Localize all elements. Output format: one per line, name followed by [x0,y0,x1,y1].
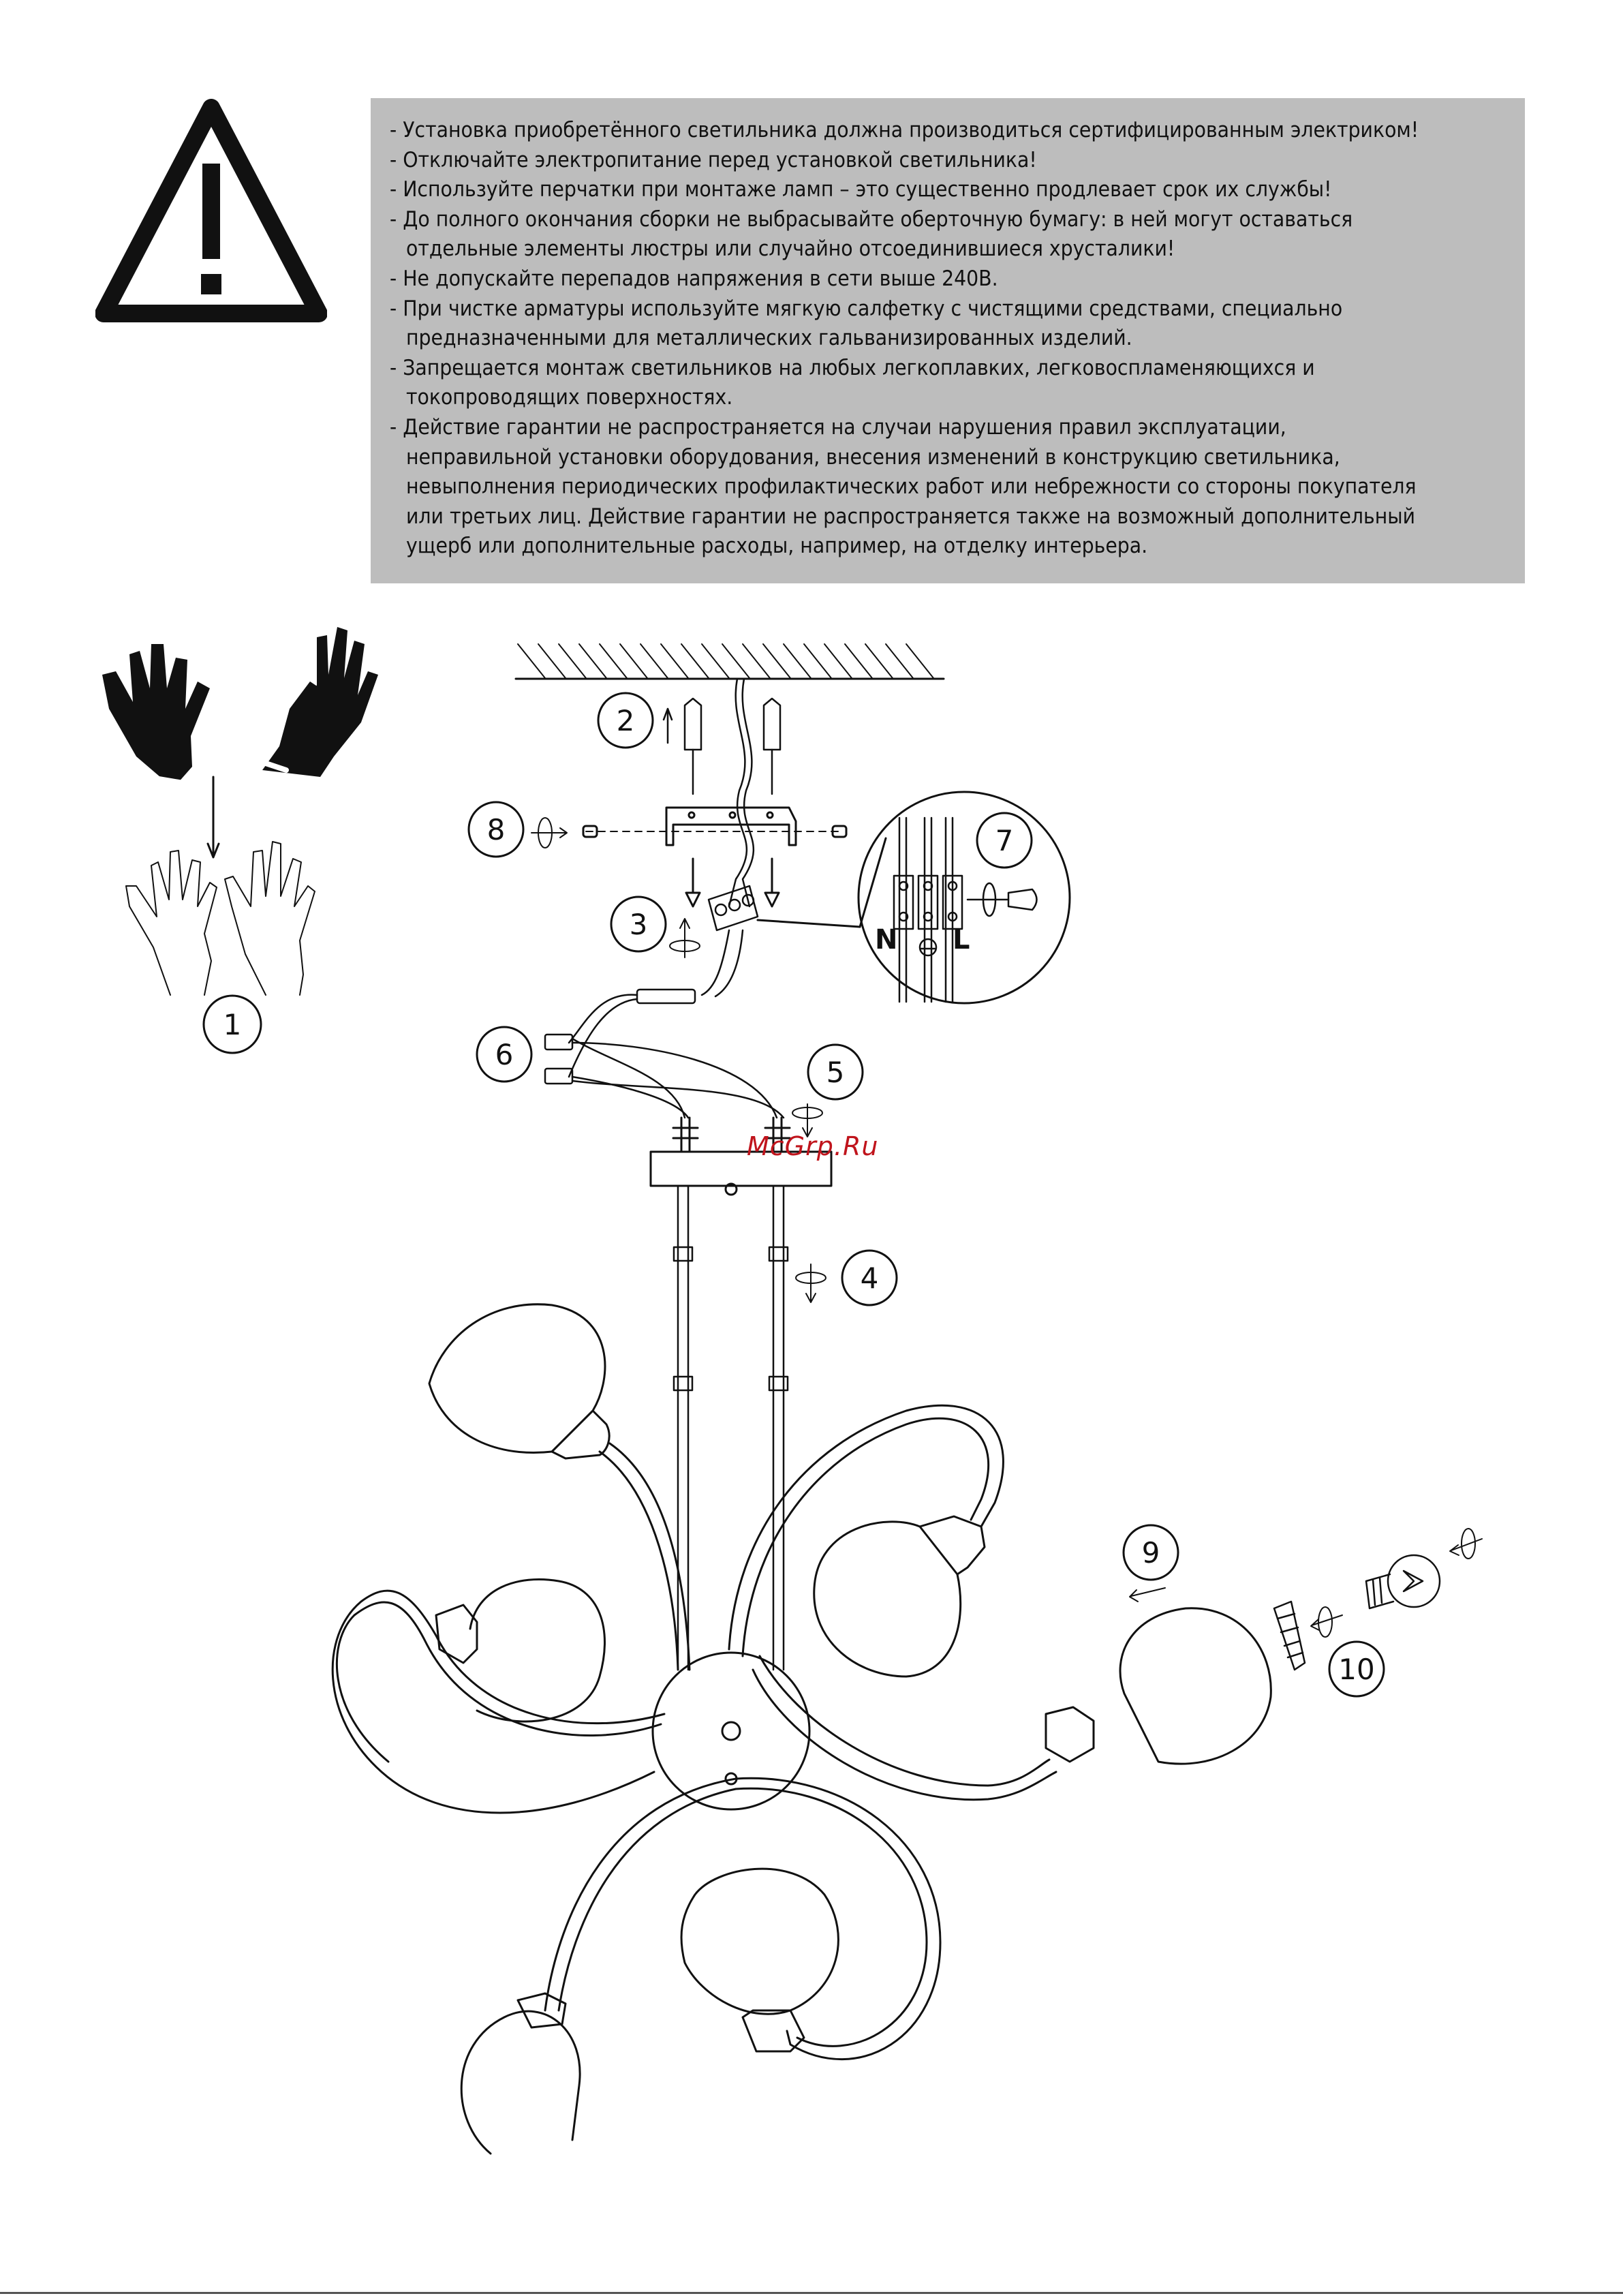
light-bulb-icon [1366,1555,1440,1608]
retaining-ring [1274,1602,1305,1670]
rotate-arrow-icon [796,1264,826,1302]
notice-line: - При чистке арматуры используйте мягкую салфетку с чистящими средствами, специально [390,296,1343,321]
chandelier-arms [333,1405,1056,2059]
suspension-rods [674,1186,788,1670]
fixture-wires [545,930,784,1118]
notice-line: отдельные элементы люстры или случайно отсоединившиеся хрусталики! [406,236,1175,262]
notice-line: - Запрещается монтаж светильников на любых легкоплавких, легковоспламеняющихся и [390,355,1315,380]
notice-line: или третьих лиц. Действие гарантии не распространяется также на возможный дополнительный [406,504,1416,529]
watermark: McGrp.Ru [747,1131,879,1161]
terminal-label-l: L [953,924,970,955]
gloves-icon [102,627,378,784]
step-1-number: 1 [223,1008,242,1041]
pull-arrow-icon [1130,1588,1165,1602]
notice-line: - Установка приобретённого светильника должна производиться сертифицированным электриком! [390,118,1419,142]
notice-line: - Используйте перчатки при монтаже ламп – это существенно продлевает срок их службы! [390,177,1332,202]
rotate-arrow-icon [1450,1529,1482,1559]
notice-line: - Отключайте электропитание перед установкой светильника! [390,147,1037,172]
step-8-number: 8 [486,813,506,846]
notice-line: невыполнения периодических профилактических работ или небрежности со стороны покупателя [406,474,1417,500]
screwdriver-icon [968,883,1037,916]
step-3-number: 3 [629,908,648,941]
ceiling [516,644,944,679]
notice-line: - Не допускайте перепадов напряжения в сети выше 240В. [390,266,998,291]
step-6-number: 6 [495,1038,514,1071]
step-5-number: 5 [826,1056,845,1089]
notice-line: токопроводящих поверхностях. [406,385,733,410]
bare-hands-icon [126,842,315,995]
step-9-number: 9 [1141,1536,1160,1570]
step-7-number: 7 [995,824,1014,857]
notice-line: неправильной установки оборудования, внесения изменений в конструкцию светильника, [406,444,1340,470]
terminal-label-n: N [875,924,898,955]
step-2-number: 2 [616,704,635,737]
mains-cable [729,679,754,906]
wall-plugs [664,699,780,794]
rotate-arrow-icon [531,818,567,848]
step-10-number: 10 [1338,1653,1375,1686]
notice-line: - До полного окончания сборки не выбрасывайте оберточную бумагу: в ней могут оставаться [390,206,1353,232]
notice-line: ущерб или дополнительные расходы, например, на отделку интерьера. [406,534,1148,559]
page-bottom-rule [0,2292,1623,2294]
central-hub [653,1653,809,1809]
notice-line: предназначенными для металлических гальванизированных изделий. [406,326,1132,351]
terminal-zoom-inset [758,792,1070,1003]
notice-line: - Действие гарантии не распространяется на случаи нарушения правил эксплуатации, [390,414,1286,440]
step-4-number: 4 [860,1261,879,1295]
lamp-globes [429,1304,1271,2154]
rotate-arrow-icon [1311,1607,1342,1637]
rotate-arrow-icon [670,919,700,958]
mounting-bracket [583,808,846,906]
